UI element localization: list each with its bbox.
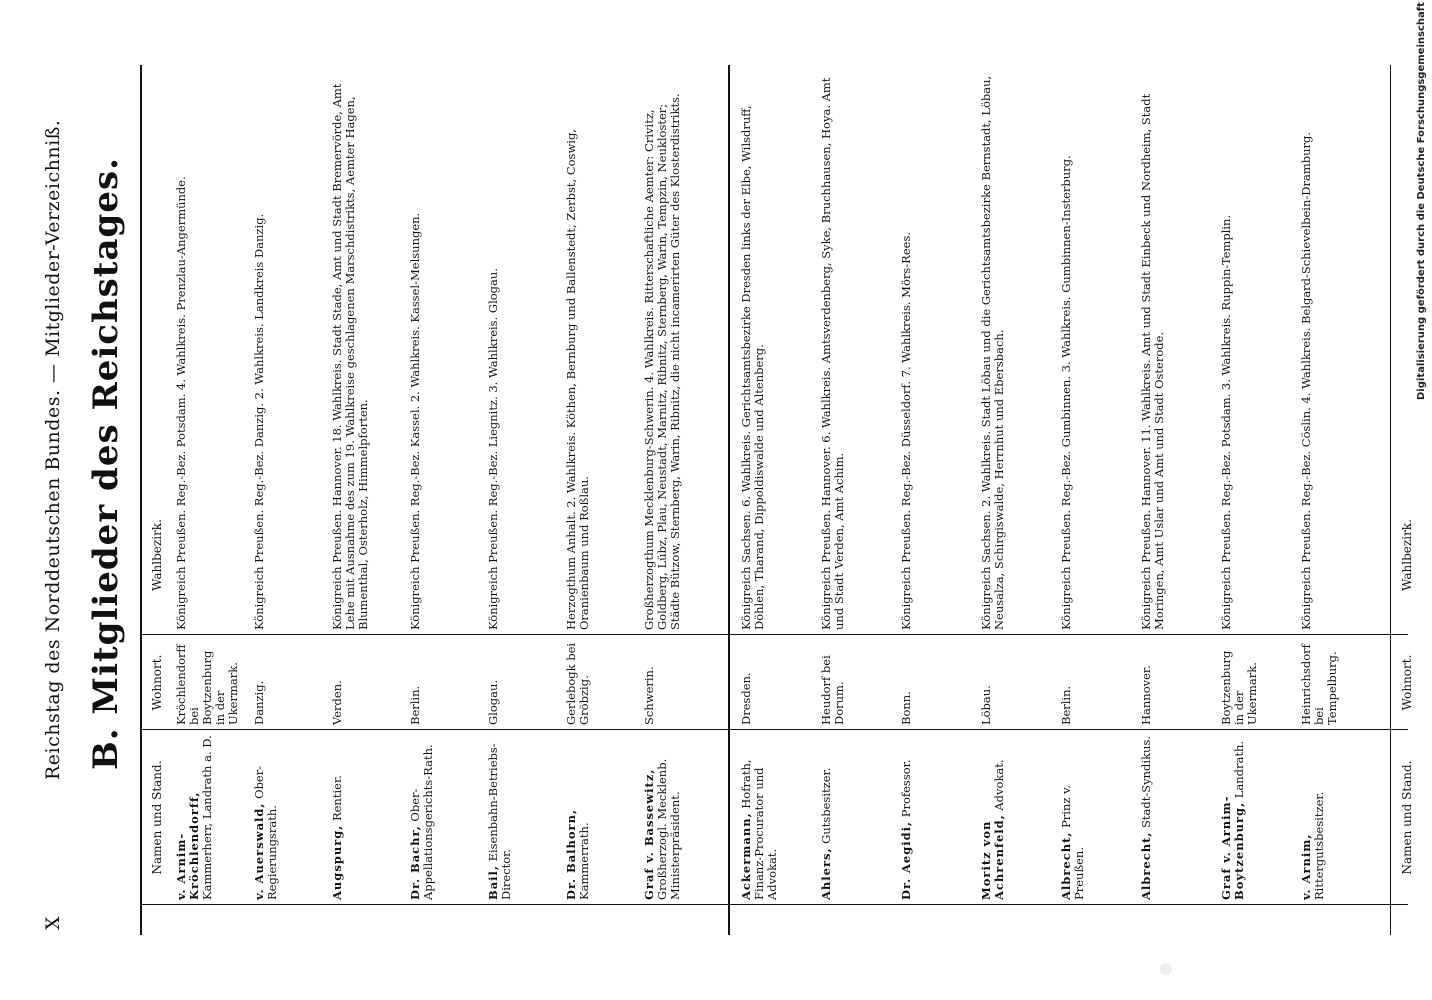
member-name-cell (1060, 735, 1086, 900)
member-name-cell (740, 735, 779, 900)
member-district: Königreich Sachsen. 6. Wahlkreis. Gerichtsamtsbezirke Dresden links der Elbe, Wilsdruff, Döhlen, Tharand, Dippoldiswalde und Altenberg. (739, 105, 766, 630)
digitization-note (1416, 0, 1427, 400)
member-name-cell (409, 735, 435, 900)
member-district: Königreich Preußen. Reg.-Bez. Danzig. 2. Wahlkreis. Landkreis Danzig. (252, 213, 266, 630)
member-name: Ackermann, (739, 812, 753, 900)
member-name-cell (1220, 735, 1246, 900)
member-name: v. Auerswald, (252, 802, 266, 900)
member-stand: Rittergutsbesitzer. (1312, 791, 1326, 900)
member-stand: Ober-Appellationsgerichts-Rath. (408, 744, 435, 900)
member-name-cell (565, 735, 591, 900)
member-stand: Prinz v. Preußen. (1059, 785, 1086, 900)
member-district: Herzogthum Anhalt. 2. Wahlkreis. Köthen, Bernburg und Ballenstedt, Zerbst, Coswig, Oranienbaum und Roßlau. (564, 129, 591, 630)
member-residence: Heinrichsdorf bei Tempelburg. (1299, 644, 1339, 725)
right-header-name: Namen und Stand. (150, 760, 164, 875)
member-district: Großherzogthum Mecklenburg-Schwerin. 4. Wahlkreis. Ritterschaftliche Aemter: Crivitz, Goldberg, Lübz, Plau, Neustadt, Marnitz, Ribnitz, Sternberg, Warin, Tempzin, Neukloster; Städte Bützow, Sternberg, Warin, Ribnitz, die nicht incamerirten Güter des Klosterdistrikts. (642, 93, 682, 630)
member-name: Graf v. Arnim-Boytzenburg, (1219, 795, 1246, 900)
member-residence: Glogau. (486, 679, 500, 725)
member-district: Königreich Preußen. Reg.-Bez. Gumbinnen. 3. Wahlkreis. Gumbinnen-Insterburg. (1059, 155, 1073, 630)
member-residence: Berlin. (408, 685, 422, 725)
member-name: Dr. Bachr, (408, 825, 422, 900)
right-table-col-rule-2 (142, 729, 728, 730)
member-name-cell (1300, 735, 1326, 900)
member-stand: Eisenbahn-Betriebs-Director. (486, 743, 513, 900)
section-title: B. Mitglieder des Reichstages. (86, 157, 126, 770)
member-name-cell (175, 735, 214, 900)
member-district: Königreich Preußen. Reg.-Bez. Potsdam. 3. Wahlkreis. Ruppin-Templin. (1219, 214, 1233, 630)
left-header-district: Wahlbezirk. (1400, 519, 1414, 591)
paper-stain (1160, 963, 1172, 975)
member-stand: Hofrath, Finanz-Procurator und Advokat. (739, 759, 779, 900)
member-district: Königreich Preußen. Hannover. 18. Wahlkreis. Stadt Stade, Amt und Stadt Bremervörde, Amt Lehe mit Ausnahme des zum 19. Wahlkreise geschlagenen Marschdistrikts, Aemter Hagen, Blumenthal, Osterholz, Himmelpforten. (330, 83, 370, 630)
member-residence: Gerlebogk bei Gröbzig. (564, 642, 591, 725)
right-table-col-rule-1 (142, 904, 728, 905)
member-district: Königreich Sachsen. 2. Wahlkreis. Stadt Löbau und die Gerichtsamtsbezirke Bernstadt, Löbau, Neusalza, Schirgiswalde, Herrnhut und Ebersbach. (979, 75, 1006, 630)
member-name: Dr. Aegidi, (899, 820, 913, 900)
member-stand: Großherzogl. Mecklenb. Ministerpräsident. (655, 758, 682, 900)
member-name-cell (487, 735, 513, 900)
member-district: Königreich Preußen. Reg.-Bez. Cöslin. 4. Wahlkreis. Belgard-Schievelbein-Dramburg. (1299, 131, 1313, 630)
member-name-cell (820, 735, 833, 900)
right-table-col-rule-3 (142, 634, 728, 635)
member-stand: Kammerherr, Landrath a. D. (200, 735, 214, 900)
member-name-cell (1140, 735, 1153, 900)
member-name: Albrecht, (1059, 831, 1073, 900)
right-header-district: Wahlbezirk. (150, 519, 164, 591)
member-name: Moritz von Achrenfeld, (979, 814, 1006, 900)
member-name: Graf v. Bassewitz, (642, 768, 656, 900)
right-table-top-rule (140, 65, 142, 935)
member-stand: Rentier. (330, 775, 344, 822)
member-name-cell (980, 735, 1006, 900)
member-stand: Landrath. (1232, 740, 1246, 799)
member-name-cell (331, 735, 344, 900)
member-stand: Advokat. (992, 759, 1006, 811)
digitization-note-text: Digitalisierung gefördert durch die Deutsche Forschungsgemeinschaft (1416, 2, 1427, 400)
right-table-bottom-rule (728, 65, 729, 935)
left-table-header-rule (1390, 65, 1391, 935)
member-residence: Löbau. (979, 685, 993, 725)
member-residence: Heudorf bei Dorum. (819, 655, 846, 725)
member-name: Albrecht, (1139, 831, 1153, 900)
running-head-text: Reichstag des Norddeutschen Bundes. — Mitglieder-Verzeichniß. (42, 119, 64, 780)
left-table-col-rule-2 (728, 729, 1408, 730)
member-name: Bail, (486, 865, 500, 900)
member-stand: Kammerrath. (577, 822, 591, 900)
member-district: Königreich Preußen. Reg.-Bez. Liegnitz. 3. Wahlkreis. Glogau. (486, 268, 500, 630)
member-residence: Kröchlendorff bei Boytzenburg in der Ukermark. (174, 644, 240, 725)
member-residence: Boytzenburg in der Ukermark. (1219, 650, 1259, 725)
member-name-cell (253, 735, 279, 900)
page-number: X (42, 915, 64, 930)
member-residence: Dresden. (739, 672, 753, 725)
member-residence: Verden. (330, 680, 344, 725)
left-table-col-rule-3 (728, 634, 1408, 635)
member-residence: Berlin. (1059, 685, 1073, 725)
member-name: Dr. Balhorn, (564, 809, 578, 900)
member-stand: Professor. (899, 759, 913, 818)
member-residence: Bonn. (899, 691, 913, 725)
member-district: Königreich Preußen. Reg.-Bez. Kassel. 2. Wahlkreis. Kassel-Melsungen. (408, 212, 422, 630)
member-name-cell (643, 735, 682, 900)
member-name: Augspurg, (330, 824, 344, 900)
left-table-col-rule-1 (728, 904, 1408, 905)
left-header-name: Namen und Stand. (1400, 760, 1414, 875)
member-stand: Ober-Regierungsrath. (252, 765, 279, 900)
member-name: v. Arnim-Kröchlendorff, (174, 791, 201, 900)
member-name: v. Arnim, (1299, 833, 1313, 900)
left-header-residence: Wohnort. (1400, 654, 1414, 711)
member-residence: Schwerin. (642, 666, 656, 725)
member-residence: Danzig. (252, 680, 266, 725)
member-residence: Hannover. (1139, 665, 1153, 725)
member-district: Königreich Preußen. Hannover. 6. Wahlkreis. Amtsverdenberg, Syke, Bruchhausen, Hoya. Amt und Stadt Verden, Amt Achim. (819, 77, 846, 630)
member-district: Königreich Preußen. Reg.-Bez. Potsdam. 4. Wahlkreis. Prenzlau-Angermünde. (174, 176, 188, 630)
member-district: Königreich Preußen. Reg.-Bez. Düsseldorf. 7. Wahlkreis. Mörs-Rees. (899, 232, 913, 630)
member-district: Königreich Preußen. Hannover. 11. Wahlkreis. Amt und Stadt Einbeck und Nordheim, Stadt Moringen, Amt Uslar und Amt und Stadt Osterode. (1139, 93, 1166, 630)
right-header-residence: Wohnort. (150, 654, 164, 711)
member-name: Ahlers, (819, 847, 833, 900)
member-name-cell (900, 735, 913, 900)
member-stand: Stadt-Syndikus. (1139, 735, 1153, 828)
member-stand: Gutsbesitzer. (819, 767, 833, 844)
